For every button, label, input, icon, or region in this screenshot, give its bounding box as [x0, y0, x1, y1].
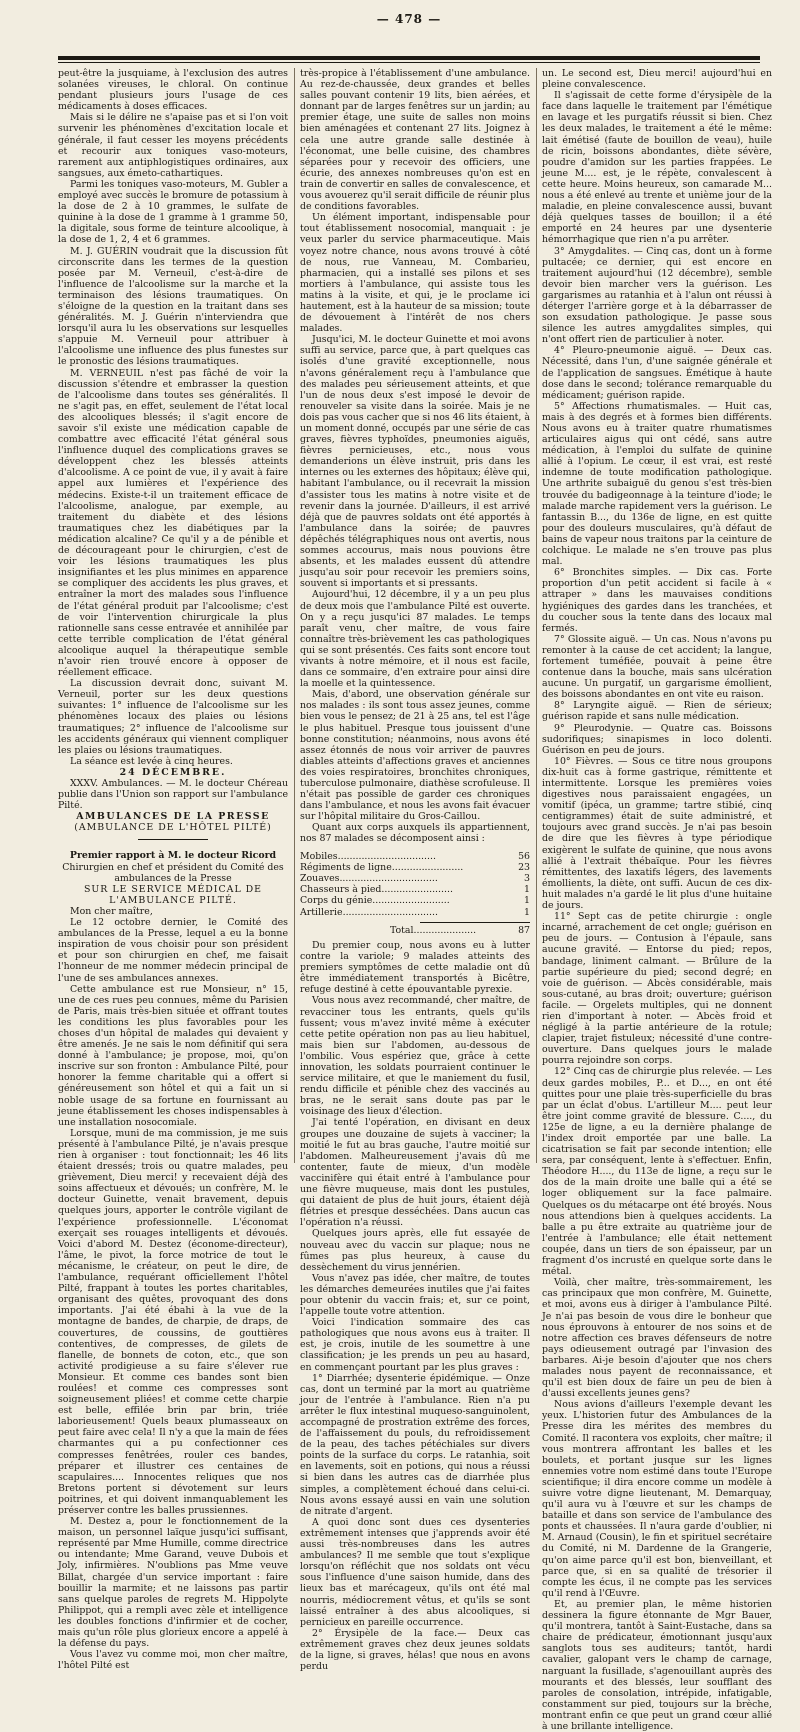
paragraph: 4° Pleuro-pneumonie aiguë. — Deux cas. Nécessité, dans l'un, d'une saignée générale et de l'application de sangsues. Émétique à haute dose dans le second; tolérance remarquable du médicament; guérison rapide. — [542, 345, 772, 401]
paragraph: peut-être la jusquiame, à l'exclusion des autres solanées vireuses, le chloral. On continue pendant plusieurs jours l'usage de ces médicaments à doses efficaces. — [58, 68, 288, 113]
paragraph: 11° Sept cas de petite chirurgie : ongle incarné, arrachement de cet ongle; guérison en peu de jours. — Contusion à l'épaule, sans aucune gravité. — Entorse du pied; repos, bandage, liniment calmant. — Brûlure de la partie supérieure du pied; second degré; en voie de guérison. — Abcès considérable, mais sous-cutané, au bras droit; ouverture; guérison facile. — Orgelets multiples, qui ne donnent rien d'important à noter. — Abcès froid et négligé à la partie antérieure de la rotule; clapier, trajet fistuleux; nécessité d'une contre-ouverture. Dans quelques jours le malade pourra rejoindre son corps. — [542, 911, 772, 1067]
page-header — [58, 8, 760, 48]
table-cell-value: 23 — [518, 861, 530, 873]
article-subtitle: (AMBULANCE DE L'HÔTEL PILTÉ) — [74, 822, 272, 834]
paragraph: M. VERNEUIL n'est pas fâché de voir la discussion s'étendre et embrasser la question de l'alcoolisme dans toutes ses généralités. Il ne s'agit pas, en effet, seulement de l'état local des alcooliques blessés; il s'agit encore de savoir s'il existe une médication capable de combattre avec efficacité l'état général sous l'influence duquel des complications graves se développent chez les blessés atteints d'alcoolisme. A ce point de vue, il y avait à faire appel aux lumières et l'expérience des médecins. Existe-t-il un traitement efficace de l'alcoolisme, analogue, par exemple, au traitement du diabète et des lésions traumatiques chez les diabétiques par la médication alcaline? Ce qu'il y a de pénible et de décourageant pour le chirurgien, c'est de voir les lésions traumatiques les plus insignifiantes et les plus minimes en apparence se compliquer des accidents les plus graves, et entraîner la mort des malades sous l'influence de l'état général produit par l'alcoolisme; c'est de voir l'intervention chirurgicale la plus rationnelle sans cesse entravée et annihilée par cette terrible complication de l'état général alcoolique auquel la thérapeutique semble n'avoir rien trouvé encore à opposer de réellement efficace. — [58, 367, 288, 679]
total-rule — [420, 922, 530, 923]
paragraph: 7° Glossite aiguë. — Un cas. Nous n'avons pu remonter à la cause de cet accident; la langue, fortement tuméfiée, pouvait à peine être contenue dans la bouche, mais sans ulcération aucune. Un purgatif, un gargarisme émollient, des boissons abondantes en ont vite eu raison. — [542, 633, 772, 701]
page-number: — 478 — — [376, 12, 442, 26]
section-date: 24 DÉCEMBRE. — [119, 766, 227, 778]
title-rule — [138, 839, 208, 840]
table-cell-value: 1 — [524, 895, 530, 907]
table-row — [300, 851, 530, 862]
paragraph: Un élément important, indispensable pour tout établissement nosocomial, manquait : je veux parler du service pharmaceutique. Mais voyez notre chance, nous avons trouvé à côté de nous, rue Vanneau, M. Combarieu, pharmacien, qui a installé ses pilons et ses mortiers à l'ambulance, qui assiste tous les matins à la visite, et qui, je le proclame ici hautement, est à la hauteur de sa mission; toute de dévouement à l'intérêt de nos chers malades. — [300, 212, 530, 335]
paragraph: J'ai tenté l'opération, en divisant en deux groupes une douzaine de sujets à vacciner; la moitié le fut au bras gauche, l'autre moitié sur l'abdomen. Malheureusement j'avais dû me contenter, faute de mieux, d'un modèle vaccinifère qui était entré à l'ambulance pour une fièvre muqueuse, mais dont les pustules, qui dataient de plus de huit jours, étaient déjà flétries et presque desséchées. Dans aucun cas l'opération n'a réussi. — [300, 1117, 530, 1229]
paragraph: Et, au premier plan, le même historien dessinera la figure étonnante de Mgr Bauer, qu'il montrera, tantôt à Saint-Eustache, dans sa chaire de prédicateur, émotionnant jusqu'aux sanglots tous ses auditeurs; tantôt, hardi cavalier, galopant vers le champ de carnage, narguant la fusillade, s'agenouillant auprès des mourants et des blessés, leur soufflant des paroles de consolation, intrépide, infatigable, constamment sur pied, toujours sur la brèche, montrant enfin ce que peut un grand cœur allié à une brillante intelligence. — [542, 1598, 772, 1732]
paragraph: 8° Laryngite aiguë. — Rien de sérieux; guérison rapide et sans nulle médication. — [542, 700, 772, 723]
report-heading: Premier rapport à M. le docteur Ricord — [69, 850, 277, 862]
salutation: Mon cher maître, — [70, 905, 153, 917]
column-1 — [58, 68, 288, 1672]
table-cell-value: 1 — [524, 884, 530, 896]
paragraph: Jusqu'ici, M. le docteur Guinette et moi avons suffi au service, parce que, à part quelques cas isolés d'une gravité exceptionnelle, nous n'avons généralement reçu à l'ambulance que des malades peu sérieusement atteints, et que l'un de nous deux s'est imposé le devoir de renouveler sa visite dans la soirée. Mais je ne dois pas vous cacher que si nos 46 lits étaient, à un moment donné, occupés par une série de cas graves, fièvres typhoïdes, pneumonies aiguës, fièvres pernicieuses, etc., nous vous demanderions un élève instruit, pris dans les internes ou les externes des hôpitaux; élève qui, habitant l'ambulance, ou il recevrait la mission d'assister tous les matins à notre visite et de revenir dans la journée. D'ailleurs, il est arrivé déjà que de pauvres soldats ont été apportés à l'ambulance dans la soirée; de pauvres dépêchés télégraphiques nous ont avertis, nous sommes accourus, mais nous pouvions être absents, et les malades eussent dû attendre jusqu'au soir pour recevoir les premiers soins, souvent si importants et si pressants. — [300, 334, 530, 590]
paragraph: Il s'agissait de cette forme d'érysipèle de la face dans laquelle le traitement par l'émétique en lavage et les purgatifs réussit si bien. Chez les deux malades, le traitement a été le même: lait émétisé (faute de bouillon de veau), huile de ricin, boissons abondantes, diète sévère, poudre d'amidon sur les parties frappées. Le jeune M.... est, je le répète, convalescent à cette heure. Moins heureux, son camarade M... nous a été enlevé au trente et unième jour de la maladie, en pleine convalescence aussi, buvant déjà quelques tasses de bouillon; il a été emporté en 24 heures par une dysenterie hémorrhagique que rien n'a pu arrêter. — [542, 90, 772, 246]
report-subhead: Chirurgien en chef et président du Comité des ambulances de la Presse — [62, 861, 284, 884]
table-cell-label: Chasseurs à pied........................ — [300, 884, 453, 896]
table-row — [300, 873, 530, 884]
paragraph: La discussion devrait donc, suivant M. Verneuil, porter sur les deux questions suivantes: 1° influence de l'alcoolisme sur les phénomènes locaux des plaies ou lésions traumatiques; 2° influence de l'alcoolisme sur les accidents généraux qui viennent compliquer les plaies ou lésions traumatiques. — [58, 678, 288, 756]
paragraph: 5° Affections rhumatismales. — Huit cas, mais à des degrés et à formes bien différents. Nous avons eu à traiter quatre rhumatismes articulaires aigus qui ont cédé, sans autre médication, à l'emploi du sulfate de quinine allié à l'opium. Le cœur, il est vrai, est resté indemne de toute modification pathologique. Une arthrite subaiguë du genou s'est très-bien trouvée du badigeonnage à la teinture d'iode; le malade marche rapidement vers la guérison. Le fantassin B..., du 136e de ligne, en est quitte pour des douleurs musculaires, qu'à défaut de bains de vapeur nous traitons par la ceinture de colchique. Le malade ne s'en trouve pas plus mal. — [542, 400, 772, 568]
paragraph: Mais, d'abord, une observation générale sur nos malades : ils sont tous assez jeunes, comme bien vous le pensez; de 21 à 25 ans, tel est l'âge le plus habituel. Presque tous jouissent d'une bonne constitution; néanmoins, nous avons été assez étonnés de nous voir arriver de pauvres diables atteints d'affections graves et anciennes des voies respiratoires, bronchites chroniques, tuberculose pulmonaire, diathèse scrofuleuse. Il n'était pas possible de garder ces chroniques dans l'ambulance, et nous les avons fait évacuer sur l'hôpital militaire du Gros-Caillou. — [300, 689, 530, 823]
paragraph: Vous n'avez pas idée, cher maître, de toutes les démarches demeurées inutiles que j'ai faites pour obtenir du vaccin frais; et, sur ce point, l'appelle toute votre attention. — [300, 1272, 530, 1318]
column-2 — [300, 68, 530, 1673]
paragraph: M. J. GUÉRIN voudrait que la discussion fût circonscrite dans les termes de la question posée par M. Verneuil, c'est-à-dire de l'influence de l'alcoolisme sur la marche et la terminaison des lésions traumatiques. On s'éloigne de la question en la traitant dans ses généralités. M. J. Guérin n'interviendra que lorsqu'il aura lu les observations sur lesquelles s'appuie M. Verneuil pour attribuer à l'alcoolisme une influence des plus funestes sur le pronostic des lésions traumatiques. — [58, 245, 288, 368]
paragraph: 3° Amygdalites. — Cinq cas, dont un à forme pultacée; ce dernier, qui est encore en traitement aujourd'hui (12 décembre), semble devoir bien marcher vers la guérison. Les gargarismes au ratanhia et à l'alun ont réussi à détergeт l'arrière gorge et à la débarrasser de son exsudation pathologique. Je passe sous silence les autres amygdalites simples, qui n'ont offert rien de particulier à noter. — [542, 245, 772, 346]
paragraph: M. Destez a, pour le fonctionnement de la maison, un personnel laïque jusqu'ici suffisant, représenté par Mme Humille, comme directrice ou intendante; Mme Garand, veuve Dubois et Joly, infirmières. N'oublions pas Mme veuve Billat, chargée d'un service important : faire bouillir la marmite; et ne laissons pas partir sans quelque paroles de regrets M. Hippolyte Philippot, qui a rempli avec zèle et intelligence les doubles fonctions d'infirmier et de cocher, mais qu'un rôle plus glorieux encore a appelé à la défense du pays. — [58, 1516, 288, 1650]
table-row — [300, 907, 530, 918]
table-cell-value: 1 — [524, 906, 530, 918]
paragraph: Du premier coup, nous avons eu à lutter contre la variole; 9 malades atteints des premiers symptômes de cette maladie ont dû être immédiatement transportés à Bicêtre, refuge destiné à cette épouvantable pyrexie. — [300, 939, 530, 996]
report-smallcaps: SUR LE SERVICE MÉDICAL DE L'AMBULANCE PILTÉ. — [83, 883, 263, 906]
paragraph: 9° Pleurodynie. — Quatre cas. Boissons sudorifiques; sinapismes in loco dolenti. Guérison en peu de jours. — [542, 722, 772, 756]
column-3 — [542, 68, 772, 1732]
total-value: 87 — [518, 924, 530, 936]
paragraph: très-propice à l'établissement d'une ambulance. Au rez-de-chaussée, deux grandes et belles salles pouvant contenir 19 lits, bien aérées, et donnant par de larges fenêtres sur un jardin; au premier étage, une suite de salles non moins bien aménagées et contenant 27 lits. Joignez à cela une autre grande salle destinée à l'économat, une belle cuisine, des chambres séparées pour y recevoir des officiers, une écurie, des annexes nombreuses qu'on est en train de convertir en salles de convalescence, et vous avouerez qu'il serait difficile de réunir plus de conditions favorables. — [300, 68, 530, 213]
paragraph: Vous l'avez vu comme moi, mon cher maître, l'hôtel Pilté est — [58, 1649, 288, 1672]
table-cell-label: Artillerie................................ — [300, 906, 438, 918]
news-item: XXXV. Ambulances. — M. le docteur Chéreau publie dans l'Union son rapport sur l'ambulance Pilté. — [58, 778, 288, 812]
paragraph: Cette ambulance est rue Monsieur, n° 15, une de ces rues peu connues, même du Parisien de Paris, mais très-bien située et offrant toutes les conditions les plus favorables pour les choses d'un hôpital de malades qui devaient y être amenés. Je ne sais le nom définitif qui sera donné à l'ambulance; je propose, moi, qu'on inscrive sur son fronton : Ambulance Pilté, pour honorer la femme charitable qui a offert si généreusement son hôtel et qui a fait un si noble usage de sa fortune en fournissant au jeune établissement les choses indispensables à une installation nosocomiale. — [58, 983, 288, 1128]
paragraph: Voilà, cher maître, très-sommairement, les cas principaux que mon confrère, M. Guinette, et moi, avons eus à diriger à l'ambulance Pilté. Je n'ai pas besoin de vous dire le bonheur que nous éprouvons à entourer de nos soins et de notre affection ces braves défenseurs de notre pays odieusement outragé par l'invasion des barbares. Ai-je besoin d'ajouter que nos chers malades nous payent de reconnaissance, et qu'il est bien doux de faire un peu de bien à d'aussi excellents jeunes gens? — [542, 1277, 772, 1400]
columns — [58, 68, 772, 1732]
paragraph: 6° Bronchites simples. — Dix cas. Forte proportion d'un petit accident si facile à « attraper » dans les mauvaises conditions hygiéniques des gardes dans les tranchées, et du coucher sous la tente dans des locaux mal fermés. — [542, 567, 772, 634]
paragraph: Nous avions d'ailleurs l'exemple devant les yeux. L'historien futur des Ambulances de la Presse dira les mérites des membres du Comité. Il racontera vos exploits, cher maître; il vous montrera affrontant les balles et les boulets, et portant jusque sur les lignes ennemies votre nom estimé dans toute l'Europe scientifique; il dira encore comme un modèle à suivre votre digne lieutenant, M. Demarquay, qu'il aura vu à l'œuvre et sur les champs de bataille et dans son service de l'ambulance des ponts et chaussées. Il n'aura garde d'oublier, ni M. Arnaud (Cousin), le fin et spirituel secrétaire du Comité, ni M. Dardenne de la Grangerie, qu'on aime parce qu'il est bon, bienveillant, et parce que, si en sa qualité de trésorier il compte les écus, il ne compte pas les services qu'il rend à l'Œuvre. — [542, 1399, 772, 1599]
table-cell-label: Mobiles................................. — [300, 850, 436, 862]
header-rule-thick — [58, 56, 760, 60]
paragraph: Parmi les toniques vaso-moteurs, M. Gubler a employé avec succès le bromure de potassium à la dose de 2 à 10 grammes, le sulfate de quinine à la dose de 1 gramme à 1 gramme 50, la digitale, sous forme de teinture alcoolique, à la dose de 1, 2, 4 et 6 grammes. — [58, 178, 288, 246]
table-row-total — [300, 925, 530, 936]
paragraph: 2° Érysipèle de la face.— Deux cas extrêmement graves chez deux jeunes soldats de la ligne, si graves, hélas! que nous en avons perdu — [300, 1627, 530, 1673]
paragraph: 1° Diarrhée; dysenterie épidémique. — Onze cas, dont un terminé par la mort au quatrième jour de l'entrée à l'ambulance. Rien n'a pu arrêter le flux intestinal muqueso-sanguinolent, accompagné de prostration extrême des forces, de l'affaissement du pouls, du refroidissement de la peau, des taches pétéchiales sur divers points de la surface du corps. Le ratanhia, soit en lavements, soit en potions, qui nous a réussi si bien dans les autres cas de diarrhée plus simples, a complètement échoué dans celui-ci. Nous avons essayé aussi en vain une solution de nitrate d'argent. — [300, 1372, 530, 1517]
header-rule-thin — [58, 62, 760, 63]
table-row — [300, 862, 530, 873]
corps-table — [300, 851, 530, 918]
paragraph: Lorsque, muni de ma commission, je me suis présenté à l'ambulance Pilté, je n'avais presque rien à organiser : tout fonctionnait; les 46 lits étaient dressés; trois ou quatre malades, peu grièvement, Dieu merci! y recevaient déjà des soins affectueux et dévoués; un confrère, M. le docteur Guinette, venait bravement, depuis quelques jours, apporter le contrôle vigilant de l'expérience professionnelle. L'économat exerçait ses rouages intelligents et dévoués. Voici d'abord M. Destez (économe-directeur), l'âme, le pivot, la force motrice de tout le mécanisme, le créateur, on peut le dire, de l'ambulance, requérant officiellement l'hôtel Pilté, frappant à toutes les portes charitables, organisant des quêtes, provoquant des dons importants. J'ai été ébahi à la vue de la montagne de bandes, de charpie, de draps, de couvertures, de coussins, de gouttières contentives, de compresses, de gilets de flanelle, de bonnets de coton, etc., que son activité prodigieuse a su faire s'élever rue Monsieur. Et comme ces bandes sont bien roulées! et comme ces compresses sont soigneusement pliées! et comme cette charpie est belle, effilée brin par brin, triée laborieusement! Quels beaux plumasseaux on peut faire avec cela! Il n'y a que la main de fées charmantes qui a pu confectionner ces compresses fenêtrées, rouler ces bandes, préparer et illustrer ces centaines de scapulaires.... Innocentes reliques que nos Bretons portent si dévotement sur leurs poitrines, et qui doivent inmanquablement les préserver contre les balles prussiennes. — [58, 1127, 288, 1516]
paragraph: Le 12 octobre dernier, le Comité des ambulances de la Presse, lequel a eu la bonne inspiration de vous choisir pour son président et pour son chirurgien en chef, me faisait l'honneur de me nommer médecin principal de l'une de ses ambulances annexes. — [58, 917, 288, 984]
paragraph: Vous nous avez recommandé, cher maître, de revacciner tous les entrants, quels qu'ils fussent; vous m'avez invité même à exécuter cette petite opération non pas au lieu habituel, mais bien sur l'abdomen, au-dessous de l'ombilic. Vous espériez que, grâce à cette innovation, les soldats pourraient continuer le service militaire, et que le maniement du fusil, rendu difficile et pénible chez des vaccinés au bras, ne le serait sans doute pas par le voisinage des lieux d'élection. — [300, 995, 530, 1118]
paragraph: A quoi donc sont dues ces dysenteries extrêmement intenses que j'apprends avoir été aussi très-nombreuses dans les autres ambulances? Il me semble que tout s'explique lorsqu'on réfléchit que nos soldats ont vécu sous l'influence d'une saison humide, dans des lieux bas et marécageux, qu'ils ont été mal nourris, médiocrement vêtus, et qu'ils se sont laissé entraîner à des abus alcooliques, si pernicieux en pareille occurrence. — [300, 1516, 530, 1628]
paragraph: Voici l'indication sommaire des cas pathologiques que nous avons eus à traiter. Il est, je crois, inutile de les soumettre à une classification; je les prends un peu au hasard, en commençant pourtant par les plus graves : — [300, 1317, 530, 1373]
table-row — [300, 884, 530, 895]
table-cell-label: Corps du génie.......................... — [300, 895, 450, 907]
paragraph: 10° Fièvres. — Sous ce titre nous groupons dix-huit cas à forme gastrique, rémittente et intermittente. Lorsque les premières voies digestives nous paraissaient engagées, un vomitif (ipéca, un gramme; tartre stibié, cinq centigrammes) était de suite administré, et toujours avec grand succès. Je n'ai pas besoin de dire que les fièvres à type périodique exigèrent le sulfate de quinine, que nous avons allié à l'extrait thébaïque. Pour les fièvres rémittentes, des laxatifs légers, des lavements émollients, la diète, ont suffi. Aucun de ces dix-huit malades n'a gardé le lit plus d'une huitaine de jours. — [542, 755, 772, 912]
article-title: AMBULANCES DE LA PRESSE — [76, 811, 270, 823]
total-label: Total..................... — [390, 924, 477, 936]
paragraph: Mais si le délire ne s'apaise pas et si l'on voit survenir les phénomènes d'excitation locale et générale, il faut cesser les moyens précédents et recourir aux toniques vaso-moteurs, rarement aux antiphlogistiques ordinaires, aux sangsues, aux émeto-cathartiques. — [58, 112, 288, 179]
paragraph: 12° Cinq cas de chirurgie plus relevée. — Les deux gardes mobiles, P... et D..., en ont été quittes pour une plaie très-superficielle du bras par un éclat d'obus. L'artilleur M.... peut leur être joint comme gravité de blessure. C...., du 125e de ligne, a eu la dernière phalange de l'index droit emportée par une balle. La cicatrisation se fait par seconde intention; elle sera, par conséquent, lente à s'effectuer. Enfin, Théodore H...., du 113e de ligne, a reçu sur le dos de la main droite une balle qui a été se loger obliquement sur la face palmaire. Quelques os du métacarpe ont été broyés. Nous nous attendions bien à quelques accidents. La balle a pu être extraite au quatrième jour de l'entrée à l'ambulance; elle était nettement coupée, dans un tiers de son épaisseur, par un fragment d'os incrusté en quelque sorte dans le métal. — [542, 1066, 772, 1278]
paragraph: La séance est levée à cinq heures. — [70, 755, 233, 767]
table-cell-label: Régiments de ligne........................ — [300, 861, 464, 873]
paragraph: Quelques jours après, elle fut essayée de nouveau avec du vaccin sur plaque; nous ne fûmes pas plus heureux, à cause du dessèchement du virus jennérien. — [300, 1228, 530, 1273]
table-row — [300, 895, 530, 906]
total-table — [300, 925, 530, 936]
paragraph: Aujourd'hui, 12 décembre, il y a un peu plus de deux mois que l'ambulance Pilté est ouverte. On y a reçu jusqu'ici 87 malades. Le temps paraît venu, cher maître, de vous faire connaître très-brièvement les cas pathologiques qui se sont présentés. Ces faits sont encore tout vivants à notre mémoire, et il nous est facile, dans ce sommaire, d'en extraire pour ainsi dire la moelle et la quintessence. — [300, 589, 530, 690]
table-cell-value: 3 — [524, 872, 530, 884]
table-cell-label: Zouaves................................. — [300, 872, 438, 884]
paragraph: Quant aux corps auxquels ils appartiennent, nos 87 malades se décomposent ainsi : — [300, 822, 530, 845]
table-cell-value: 56 — [518, 850, 530, 862]
paragraph: un. Le second est, Dieu merci! aujourd'hui en pleine convalescence. — [542, 68, 772, 91]
